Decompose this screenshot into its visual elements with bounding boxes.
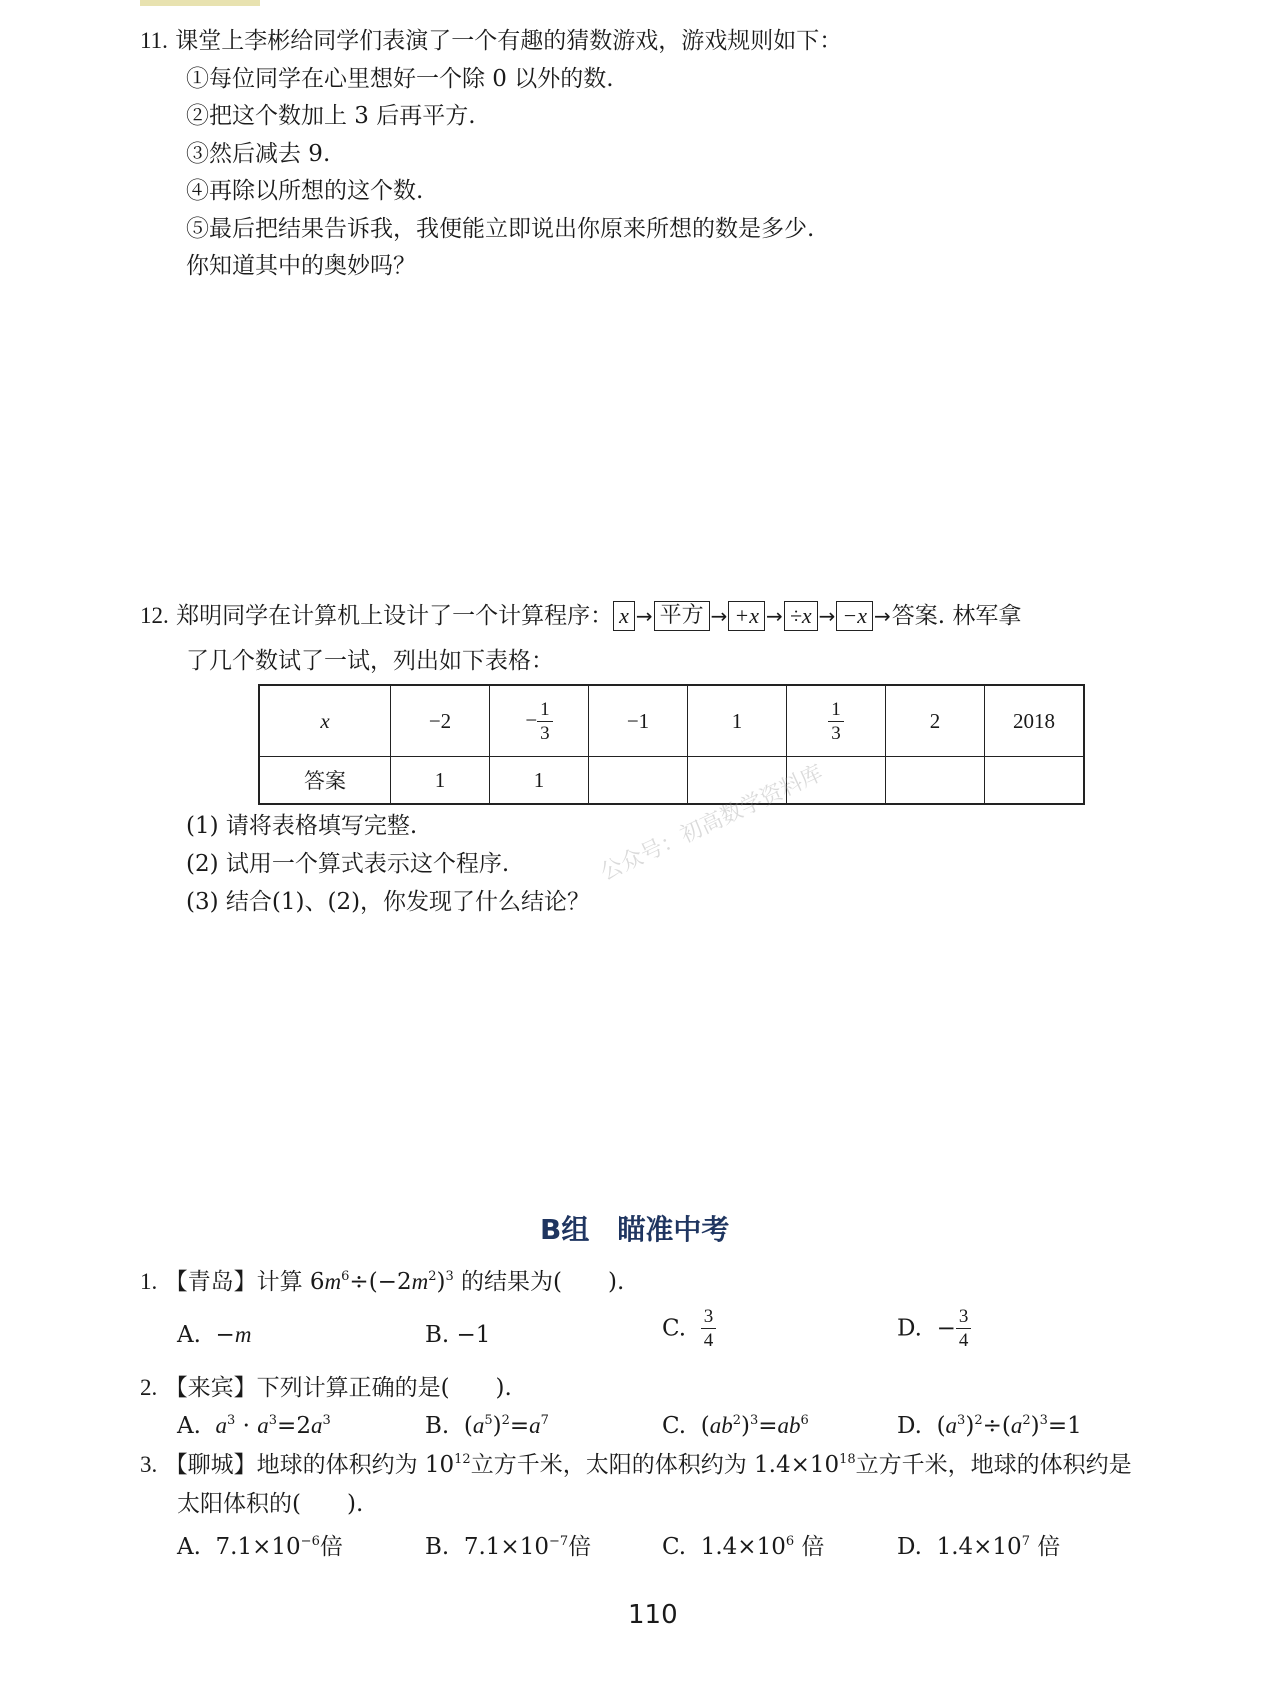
b3-option-b: B. $7.1\times 10^{-7}$倍 (425, 1534, 592, 1560)
table-cell-answer (886, 757, 985, 805)
table-cell-answer (985, 757, 1085, 805)
b3-stem-line2: 太阳体积的( ). (177, 1491, 364, 1517)
q12-stem-line2: 了几个数试了一试，列出如下表格： (186, 648, 554, 674)
table-header-answer: 答案 (259, 757, 391, 805)
flow-arrow-icon: → (874, 604, 891, 628)
table-row-answer (259, 757, 1084, 805)
flow-box-divide-x: ÷x (784, 601, 818, 631)
table-row-x (259, 685, 1084, 757)
table-cell-answer: 1 (391, 757, 490, 805)
table-cell-answer: 1 (490, 757, 589, 805)
q12-stem-pre: 郑明同学在计算机上设计了一个计算程序： (176, 603, 614, 629)
fraction: $\frac{3}{4}$ (701, 1307, 717, 1350)
flow-arrow-icon: → (710, 604, 728, 628)
flow-box-add-x: +x (728, 601, 765, 631)
b1-option-b: B. −1 (425, 1322, 491, 1348)
flow-arrow-icon: → (818, 604, 836, 628)
q11-step-3: ③然后减去 9. (186, 141, 331, 167)
b2-number: 2. (140, 1375, 158, 1400)
table-cell-x: −1 (589, 685, 688, 757)
q12-part-2: (2) 试用一个算式表示这个程序. (186, 851, 510, 877)
b2-option-b: B. $(a^5)^2=a^7$ (425, 1413, 549, 1439)
table-header-x: x (259, 685, 391, 757)
q11-step-4: ④再除以所想的这个数. (186, 178, 424, 204)
table-cell-x: −2 (391, 685, 490, 757)
q11-step-2: ②把这个数加上 3 后再平方. (186, 103, 476, 129)
flow-box-square: 平方 (654, 601, 710, 631)
flow-arrow-icon: → (766, 604, 783, 628)
flow-box-input: x (613, 601, 635, 631)
q11-question: 你知道其中的奥妙吗？ (186, 253, 416, 279)
q12-part-1: (1) 请将表格填写完整. (186, 813, 418, 839)
b1-stem: 1. 【青岛】计算 $6m^6\div(-2m^2)^3$ 的结果为( ). (140, 1269, 625, 1295)
flow-box-subtract-x: −x (836, 601, 873, 631)
fraction: $\frac{1}{3}$ (828, 700, 844, 743)
q12-stem-post: 答案. 林军拿 (891, 603, 1022, 629)
b3-option-a: A. $7.1\times 10^{-6}$倍 (177, 1534, 343, 1560)
q11-step-1: ①每位同学在心里想好一个除 0 以外的数. (186, 66, 614, 92)
table-cell-x (787, 685, 886, 757)
b3-option-d: D. $1.4\times 10^7$ 倍 (897, 1534, 1061, 1560)
q11-stem-text: 课堂上李彬给同学们表演了一个有趣的猜数游戏，游戏规则如下： (175, 28, 843, 54)
page-top-decoration (140, 0, 260, 6)
q11-stem (140, 26, 842, 56)
q11-number: 11. (140, 28, 168, 53)
section-title: B组 瞄准中考 (540, 1213, 730, 1246)
b1-option-a: A. −m (177, 1322, 252, 1348)
b2-option-c: C. $(ab^2)^3=ab^6$ (662, 1413, 809, 1439)
table-cell-x: − $\frac{1}{3}$ (490, 685, 589, 757)
q12-part-3: (3) 结合(1)、(2)，你发现了什么结论？ (186, 889, 591, 915)
table-cell-x: 1 (688, 685, 787, 757)
b1-option-c: C. $\frac{3}{4}$ (662, 1307, 716, 1350)
b3-number: 3. (140, 1452, 158, 1477)
flow-arrow-icon: → (635, 604, 653, 628)
fraction: $\frac{1}{3}$ (537, 700, 553, 743)
b2-option-d: D. $(a^3)^2\div(a^2)^3=1$ (897, 1413, 1082, 1439)
b1-option-d: D. − $\frac{3}{4}$ (897, 1307, 971, 1350)
b2-stem: 2. 【来宾】下列计算正确的是( ). (140, 1375, 512, 1401)
b3-option-c: C. $1.4\times 10^6$ 倍 (662, 1534, 825, 1560)
table-cell-x: 2018 (985, 685, 1085, 757)
b3-stem: 3. 【聊城】地球的体积约为 $10^{12}$立方千米，太阳的体积约为 $1.4\times 10^{18}$立方千米，地球的体积约是 (140, 1452, 1132, 1478)
b2-option-a: A. $a^3 \cdot a^3=2a^3$ (177, 1413, 331, 1439)
b3-tag: 【聊城】 (164, 1452, 257, 1478)
fraction: $\frac{3}{4}$ (956, 1307, 972, 1350)
table-cell-x: 2 (886, 685, 985, 757)
b1-number: 1. (140, 1269, 158, 1294)
q12-table (258, 684, 1085, 805)
q12-number: 12. (140, 603, 169, 628)
table-cell-answer (589, 757, 688, 805)
page-number: 110 (628, 1600, 678, 1630)
q11-step-5: ⑤最后把结果告诉我，我便能立即说出你原来所想的数是多少. (186, 216, 815, 242)
watermark: 公众号：初高数学资料库 (596, 760, 827, 886)
q12-stem (140, 601, 1021, 631)
b2-tag: 【来宾】 (164, 1375, 257, 1401)
b1-tag: 【青岛】 (164, 1269, 257, 1295)
